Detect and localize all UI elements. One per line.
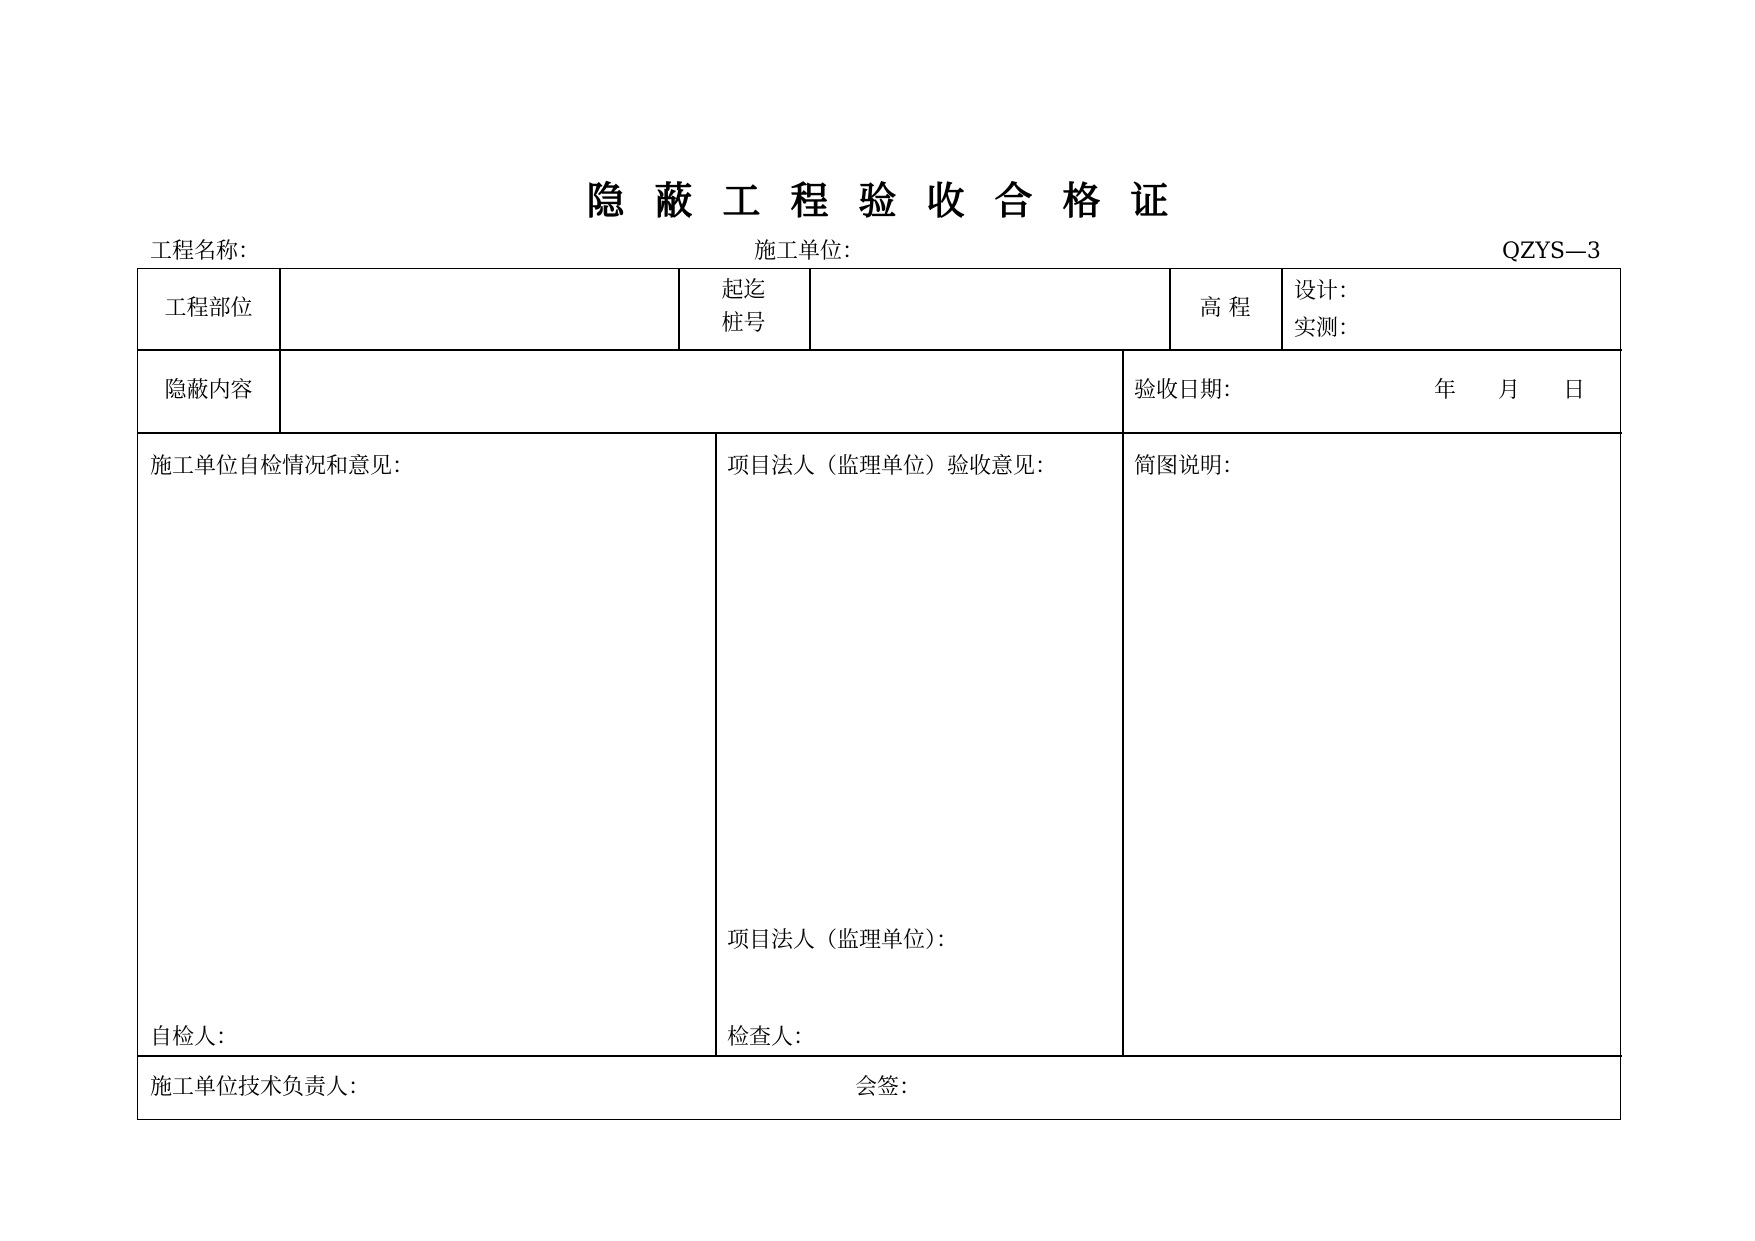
owner-opinion-label: 项目法人（监理单位）验收意见： [727, 454, 1058, 479]
self-check-label: 施工单位自检情况和意见： [150, 454, 415, 479]
actual-label: 实测： [1294, 316, 1361, 341]
col-divider-elevation-value [1281, 269, 1283, 349]
page-title: 隐蔽工程验收合格证 [586, 178, 1199, 223]
construction-unit-label: 施工单位： [754, 239, 865, 264]
col-divider-label [279, 269, 281, 432]
month-label: 月 [1498, 378, 1521, 403]
date-label: 验收日期： [1134, 378, 1245, 403]
tech-lead-label: 施工单位技术负责人： [150, 1075, 371, 1100]
part-label: 工程部位 [164, 296, 253, 321]
station-label-line1: 起迄 [721, 278, 766, 303]
col-divider-middle [715, 432, 717, 1055]
row-divider-3 [138, 1055, 1622, 1057]
sketch-label: 简图说明： [1134, 454, 1245, 479]
form-code: QZYS—3 [1502, 239, 1601, 264]
station-label-line2: 桩号 [721, 311, 766, 336]
elevation-label: 高 程 [1199, 296, 1251, 321]
self-checker-label: 自检人： [150, 1025, 239, 1050]
acceptance-form-table [137, 268, 1621, 1120]
col-divider-station-value [809, 269, 811, 349]
col-divider-right [1122, 349, 1124, 1055]
row-divider-2 [138, 432, 1622, 434]
year-label: 年 [1434, 378, 1457, 403]
countersign-label: 会签： [855, 1075, 922, 1100]
project-name-label: 工程名称： [150, 239, 261, 264]
content-label: 隐蔽内容 [164, 378, 253, 403]
design-label: 设计： [1294, 279, 1361, 304]
row-divider-1 [138, 349, 1622, 351]
owner-sign-label: 项目法人（监理单位）： [727, 928, 959, 953]
day-label: 日 [1563, 378, 1586, 403]
inspector-label: 检查人： [727, 1025, 816, 1050]
